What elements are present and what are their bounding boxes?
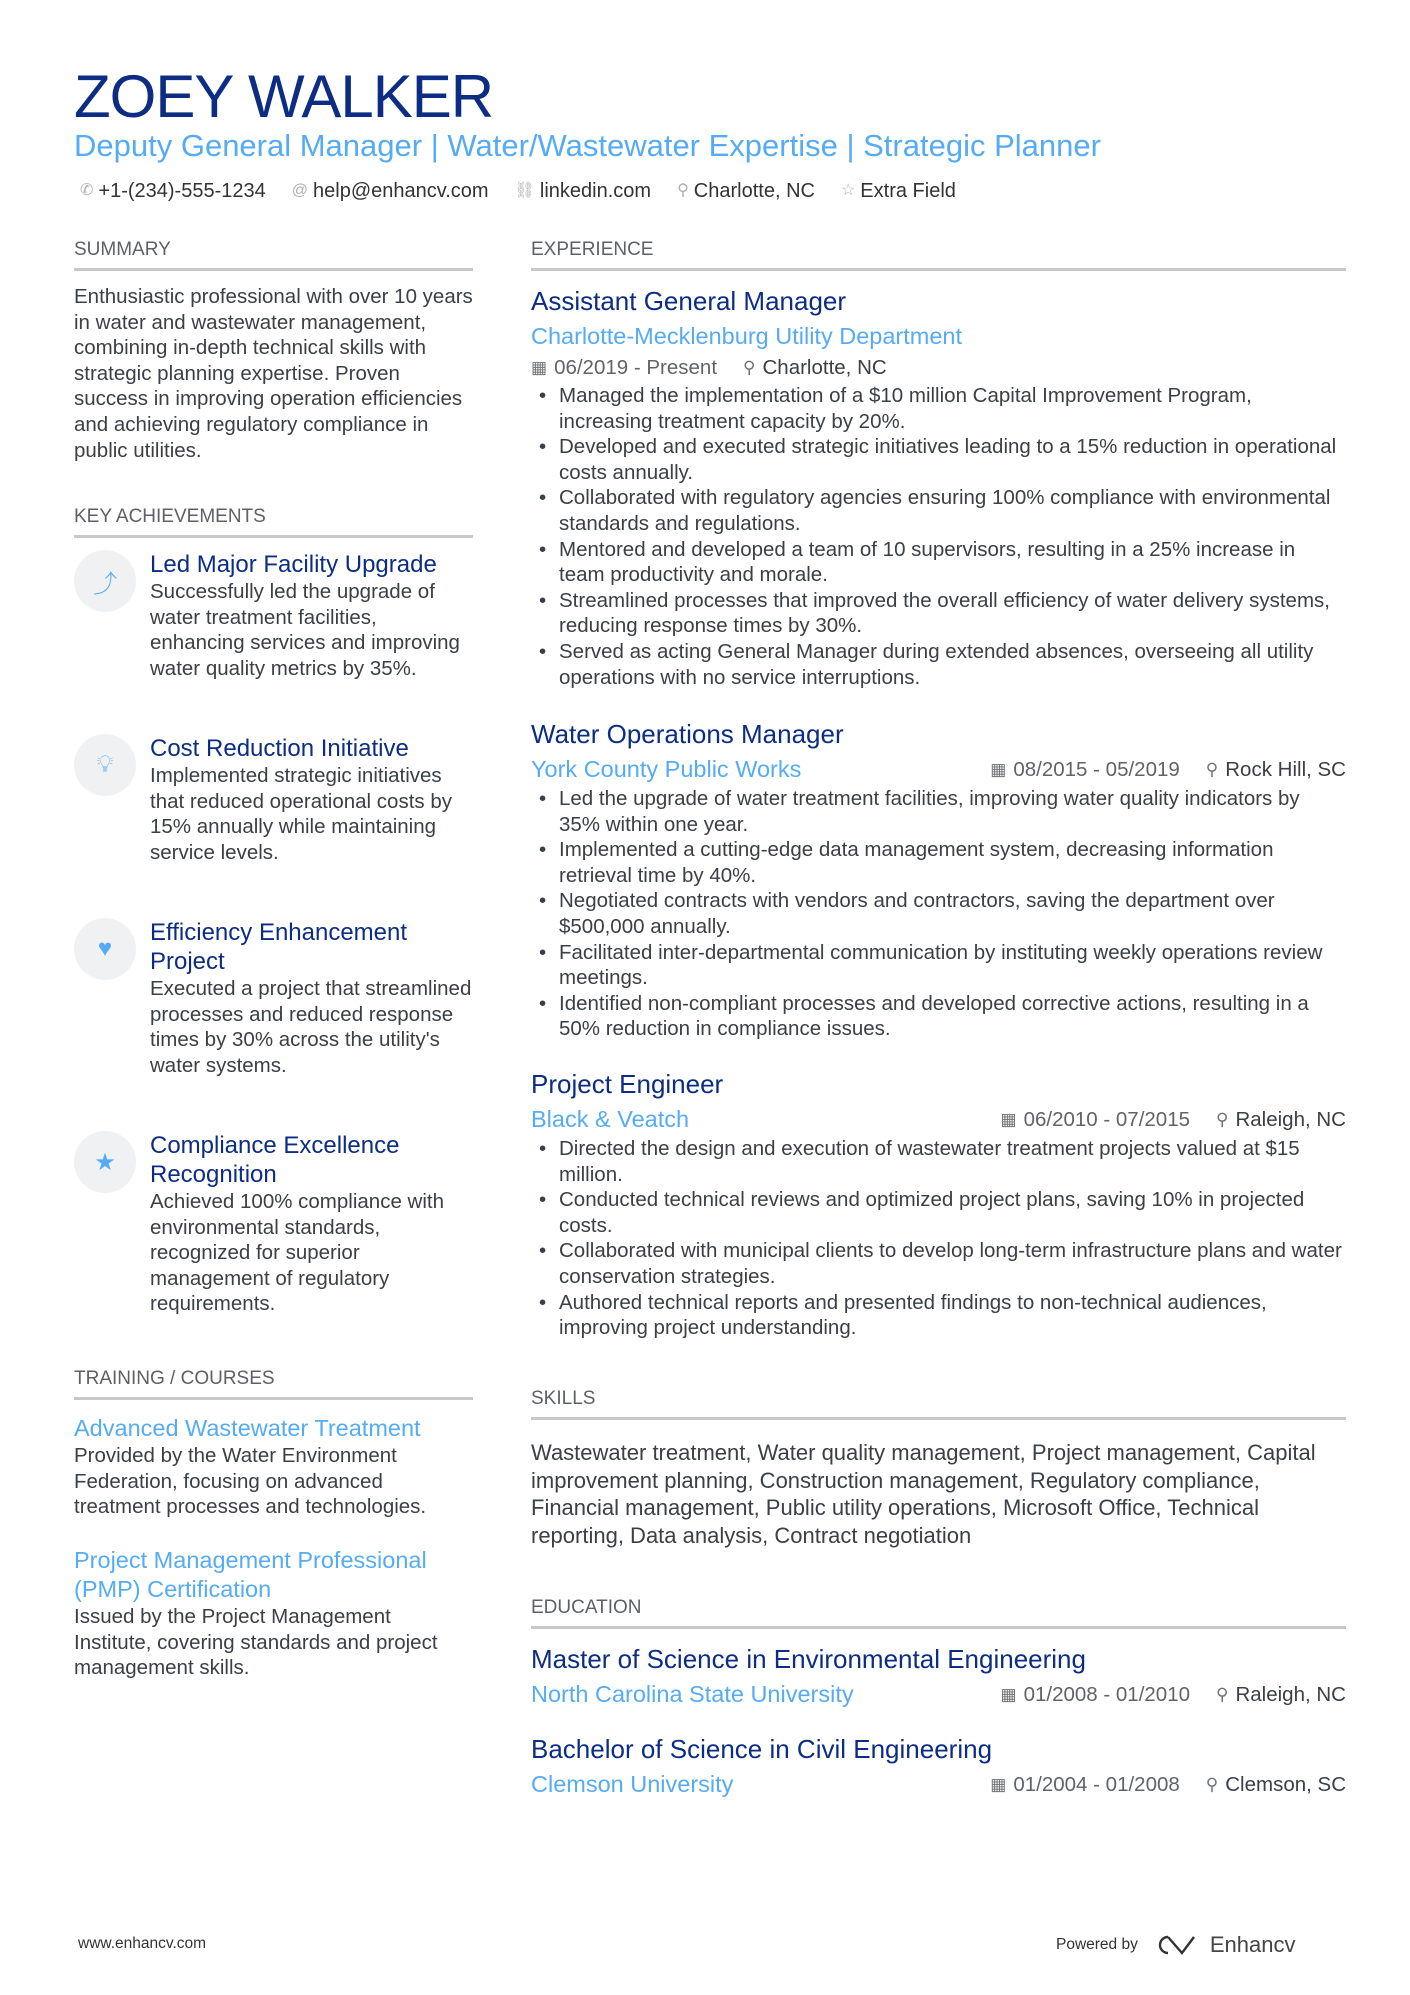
degree-title: Bachelor of Science in Civil Engineering (531, 1734, 993, 1764)
enhancv-logo-icon (1154, 1933, 1200, 1957)
job-company: Black & Veatch (531, 1106, 690, 1132)
education-location: Clemson, SC (1225, 1772, 1346, 1796)
achievement-item (74, 550, 474, 681)
experience-heading: EXPERIENCE (531, 238, 1346, 271)
achievements-heading: KEY ACHIEVEMENTS (74, 505, 473, 538)
job-company: Charlotte-Mecklenburg Utility Department (531, 323, 962, 349)
achievement-item (74, 918, 474, 1078)
job-meta (1001, 1107, 1346, 1133)
footer-url[interactable]: www.enhancv.com (78, 1935, 207, 1952)
education-location: Raleigh, NC (1235, 1682, 1346, 1706)
candidate-name: ZOEY WALKER (74, 63, 494, 130)
job-dates: 06/2019 - Present (554, 356, 718, 379)
contact-phone[interactable] (80, 178, 266, 204)
education-dates: 01/2008 - 01/2010 (1023, 1682, 1191, 1706)
achievement-item (74, 734, 474, 865)
education-entry (531, 1645, 1346, 1709)
job-title: Water Operations Manager (531, 719, 844, 749)
job-entry (531, 720, 1346, 1042)
lightbulb-icon: 💡︎ (74, 734, 136, 796)
education-meta (1001, 1682, 1346, 1708)
job-company: York County Public Works (531, 756, 802, 782)
achievement-text: Successfully led the upgrade of water treatment facilities, enhancing services and improving water quality metrics by 35%. (150, 580, 460, 680)
contact-text: +1-(234)-555-1234 (98, 180, 266, 202)
course-item (74, 1414, 473, 1520)
bullet: • Implemented a cutting-edge data management system, decreasing information retrieval time by 40%. (531, 837, 1346, 888)
job-dates: 06/2010 - 07/2015 (1023, 1107, 1191, 1131)
calendar-icon: ▦ (1000, 1109, 1017, 1129)
job-title: Assistant General Manager (531, 286, 847, 316)
calendar-icon: ▦ (990, 1774, 1007, 1794)
course-item (74, 1546, 473, 1681)
contact-extra (841, 178, 956, 204)
job-bullets (531, 383, 1346, 690)
star-icon: ★ (74, 1131, 136, 1193)
link-icon: ⛓ (514, 182, 535, 199)
achievement-text: Executed a project that streamlined processes and reduced response times by 30% across the utility's water systems. (150, 977, 472, 1077)
education-dates: 01/2004 - 01/2008 (1013, 1772, 1180, 1796)
course-text: Provided by the Water Environment Federation, focusing on advanced treatment processes and technologies. (74, 1444, 427, 1519)
achievement-text: Achieved 100% compliance with environmental standards, recognized for superior management of regulatory requirements. (150, 1190, 444, 1316)
job-entry (531, 287, 1346, 690)
contact-bar (80, 178, 956, 204)
job-meta (990, 757, 1346, 783)
contact-linkedin[interactable] (515, 178, 651, 204)
bullet: • Authored technical reports and presented findings to non-technical audiences, improving project understanding. (531, 1290, 1346, 1341)
achievement-title: Cost Reduction Initiative (150, 735, 409, 762)
education-entry (531, 1735, 1346, 1799)
job-entry (531, 1070, 1346, 1341)
phone-icon: ✆ (80, 182, 94, 199)
powered-by (1056, 1932, 1295, 1958)
heart-icon: ♥ (74, 918, 136, 980)
contact-text: linkedin.com (539, 180, 652, 202)
powered-by-label: Powered by (1056, 1936, 1138, 1953)
job-meta (531, 355, 1346, 381)
job-dates: 08/2015 - 05/2019 (1013, 757, 1180, 781)
calendar-icon: ▦ (1000, 1684, 1017, 1704)
location-icon: ⚲ (1205, 1774, 1219, 1794)
calendar-icon: ▦ (531, 358, 548, 377)
achievement-title: Led Major Facility Upgrade (150, 551, 437, 578)
education-heading: EDUCATION (531, 1596, 1346, 1629)
contact-text: Charlotte, NC (693, 180, 815, 202)
achievement-text: Implemented strategic initiatives that reduced operational costs by 15% annually while maintaining service levels. (150, 764, 452, 864)
course-title: Advanced Wastewater Treatment (74, 1415, 421, 1441)
achievement-item (74, 1131, 474, 1317)
skills-heading: SKILLS (531, 1387, 1346, 1420)
school-name: North Carolina State University (531, 1681, 854, 1707)
achievement-title: Compliance Excellence Recognition (150, 1132, 400, 1188)
training-heading: TRAINING / COURSES (74, 1367, 473, 1400)
bullet: • Collaborated with municipal clients to develop long-term infrastructure plans and water conservation strategies. (531, 1238, 1346, 1289)
bullet: • Managed the implementation of a $10 million Capital Improvement Program, increasing treatment capacity by 20%. (531, 383, 1346, 434)
location-icon: ⚲ (1216, 1109, 1229, 1129)
bullet: • Facilitated inter-departmental communication by instituting weekly operations review meetings. (531, 940, 1346, 991)
bullet: • Collaborated with regulatory agencies ensuring 100% compliance with environmental standards and regulations. (531, 485, 1346, 536)
job-location: Charlotte, NC (762, 356, 887, 379)
job-location: Raleigh, NC (1235, 1107, 1346, 1131)
skills-text: Wastewater treatment, Water quality management, Project management, Capital improvement planning, Construction management, Regulatory compliance, Financial management, Public utility operations, Microsoft Office, Technical reporting, Data analysis, Contract negotiation (531, 1440, 1316, 1548)
summary-text: Enthusiastic professional with over 10 years in water and wastewater management, combining in-depth technical skills with strategic planning expertise. Proven success in improving operation efficiencies and achieving regulatory compliance in public utilities. (74, 285, 473, 462)
course-text: Issued by the Project Management Institute, covering standards and project management skills. (74, 1605, 438, 1680)
location-icon: ⚲ (677, 182, 689, 199)
contact-location (677, 178, 815, 204)
bullet: • Developed and executed strategic initiatives leading to a 15% reduction in operational costs annually. (531, 434, 1346, 485)
location-icon: ⚲ (1205, 759, 1219, 779)
bullet: • Led the upgrade of water treatment facilities, improving water quality indicators by 35% within one year. (531, 786, 1346, 837)
bullet: • Identified non-compliant processes and developed corrective actions, resulting in a 50% reduction in compliance issues. (531, 991, 1346, 1042)
school-name: Clemson University (531, 1771, 734, 1797)
job-location: Rock Hill, SC (1225, 757, 1346, 781)
course-title: Project Management Professional (PMP) Certification (74, 1547, 427, 1602)
job-bullets (531, 1136, 1346, 1341)
contact-email[interactable] (292, 178, 489, 204)
job-bullets (531, 786, 1346, 1042)
at-icon: @ (291, 182, 308, 199)
location-icon: ⚲ (743, 358, 756, 377)
contact-text: Extra Field (860, 180, 956, 202)
bullet: • Streamlined processes that improved the overall efficiency of water delivery systems, reducing response times by 30%. (531, 588, 1346, 639)
bullet: • Served as acting General Manager during extended absences, overseeing all utility operations with no service interruptions. (531, 639, 1346, 690)
bullet: • Directed the design and execution of wastewater treatment projects valued at $15 million. (531, 1136, 1346, 1187)
strategy-arrow-icon: ⤴ (74, 550, 136, 612)
brand-name: Enhancv (1209, 1932, 1296, 1957)
star-icon: ☆ (840, 182, 856, 199)
education-meta (990, 1772, 1346, 1798)
location-icon: ⚲ (1216, 1684, 1229, 1704)
bullet: • Negotiated contracts with vendors and contractors, saving the department over $500,000 annually. (531, 888, 1346, 939)
calendar-icon: ▦ (990, 759, 1007, 779)
job-title: Project Engineer (531, 1069, 724, 1099)
degree-title: Master of Science in Environmental Engineering (531, 1644, 1086, 1674)
contact-text: help@enhancv.com (313, 180, 489, 202)
candidate-title: Deputy General Manager | Water/Wastewater Expertise | Strategic Planner (74, 128, 1101, 163)
bullet: • Conducted technical reviews and optimized project plans, saving 10% in projected costs. (531, 1187, 1346, 1238)
bullet: • Mentored and developed a team of 10 supervisors, resulting in a 25% increase in team productivity and morale. (531, 537, 1346, 588)
achievement-title: Efficiency Enhancement Project (150, 919, 408, 975)
summary-heading: SUMMARY (74, 238, 473, 271)
